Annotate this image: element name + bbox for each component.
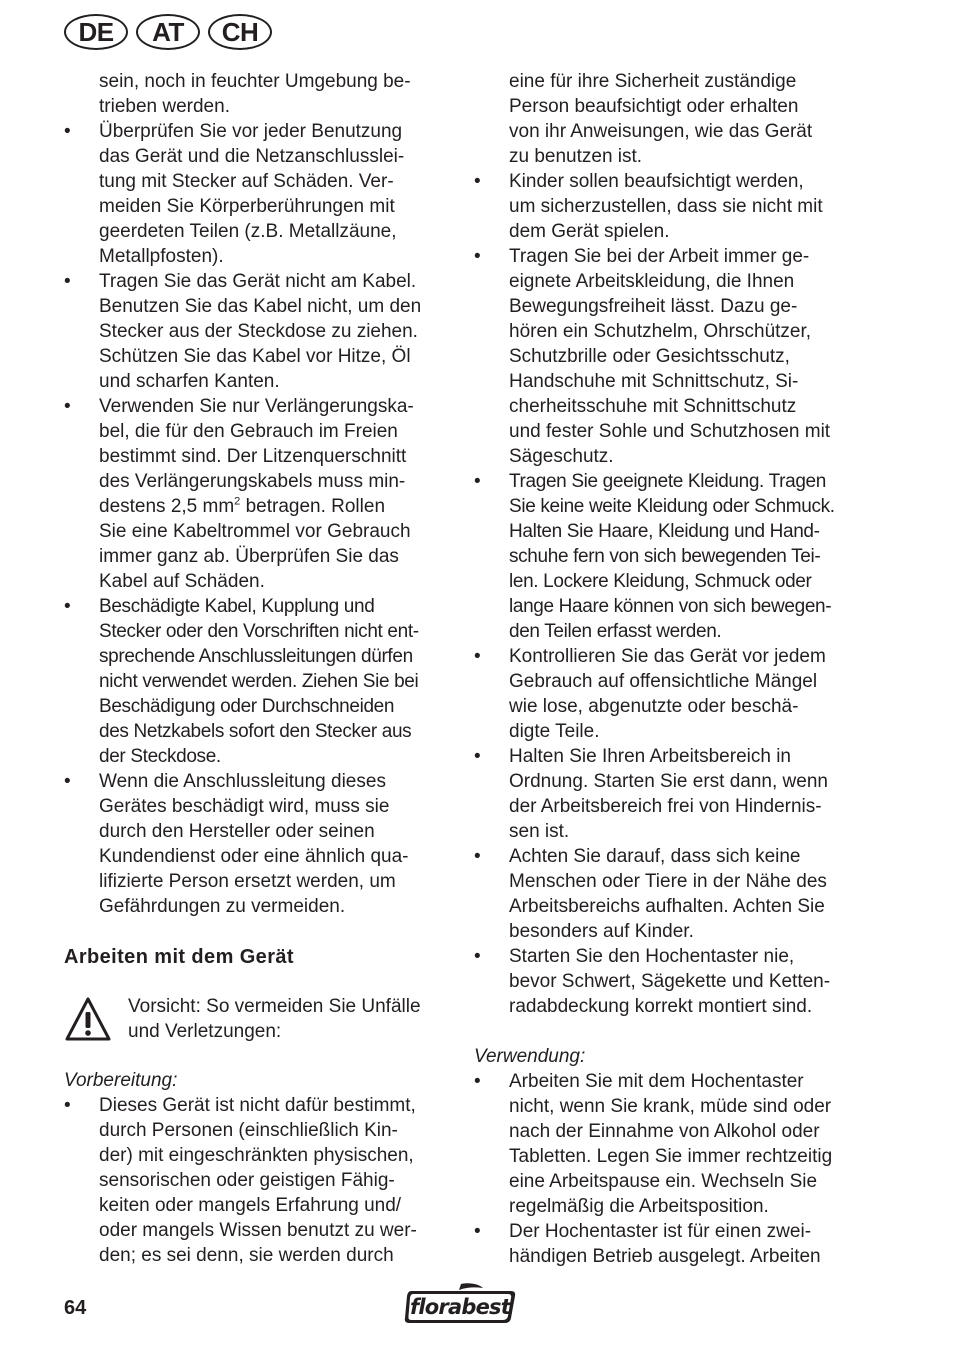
bullet-item <box>474 644 870 744</box>
text-line: sensorischen oder geistigen Fähig- <box>99 1170 395 1191</box>
text-line: nach der Einnahme von Alkohol oder <box>509 1121 820 1142</box>
text-line: durch Personen (einschließlich Kin- <box>99 1120 398 1141</box>
text-line: nicht verwendet werden. Ziehen Sie bei <box>99 671 419 692</box>
text-line: • Tragen Sie bei der Arbeit immer ge- <box>509 246 810 267</box>
text-line: Gebrauch auf offensichtliche Mängel <box>509 671 818 692</box>
subheading-preparation: Vorbereitung: <box>64 1070 178 1091</box>
text-line: Sie eine Kabeltrommel vor Gebrauch <box>99 521 411 542</box>
text-line: von ihr Anweisungen, wie das Gerät <box>509 121 813 142</box>
text-line: lange Haare können von sich bewegen- <box>509 596 832 617</box>
text-line: um sicherzustellen, dass sie nicht mit <box>509 196 823 217</box>
text-line: • Halten Sie Ihren Arbeitsbereich in <box>509 746 791 767</box>
language-badge-de: DE <box>64 14 128 50</box>
text-line: Kabel auf Schäden. <box>99 571 265 592</box>
continued-paragraph <box>474 69 870 169</box>
text-line: Sie keine weite Kleidung oder Schmuck. <box>509 496 835 517</box>
text-line: den; es sei denn, sie werden durch <box>99 1245 394 1266</box>
text-line: des Verlängerungskabels muss min- <box>99 471 406 492</box>
text-line: Person beaufsichtigt oder erhalten <box>509 96 799 117</box>
text-line: • Kontrollieren Sie das Gerät vor jedem <box>509 646 826 667</box>
text-line: wie lose, abgenutzte oder beschä- <box>509 696 799 717</box>
text-line: eignete Arbeitskleidung, die Ihnen <box>509 271 795 292</box>
text-line: Benutzen Sie das Kabel nicht, um den <box>99 296 422 317</box>
text-line: Metallpfosten). <box>99 246 224 267</box>
text-line: oder mangels Wissen benutzt zu wer- <box>99 1220 417 1241</box>
text-line: eine für ihre Sicherheit zuständige <box>509 71 797 92</box>
text-line: • Verwenden Sie nur Verlängerungska- <box>99 396 414 417</box>
text-line: nicht, wenn Sie krank, müde sind oder <box>509 1096 832 1117</box>
text-line: bevor Schwert, Sägekette und Ketten- <box>509 971 831 992</box>
bullet-item-extension-cable <box>64 394 456 594</box>
text-line: durch den Hersteller oder seinen <box>99 821 375 842</box>
text-line: lifizierte Person ersetzt werden, um <box>99 871 396 892</box>
text-line: Halten Sie Haare, Kleidung und Hand- <box>509 521 820 542</box>
text-line: • Tragen Sie geeignete Kleidung. Tragen <box>509 471 826 492</box>
logo-text: florabest <box>410 1295 510 1319</box>
bullet-item <box>474 844 870 944</box>
text-line: Gefährdungen zu vermeiden. <box>99 896 346 917</box>
language-badge-at: AT <box>136 14 200 50</box>
text-line: • Achten Sie darauf, dass sich keine <box>509 846 801 867</box>
text-line: • Arbeiten Sie mit dem Hochentaster <box>509 1071 804 1092</box>
continued-paragraph <box>64 69 456 119</box>
text-line: sen ist. <box>509 821 570 842</box>
text-line: besonders auf Kinder. <box>509 921 694 942</box>
text-line: hören ein Schutzhelm, Ohrschützer, <box>509 321 812 342</box>
text-line: eine Arbeitspause ein. Wechseln Sie <box>509 1171 818 1192</box>
text-line: schuhe fern von sich bewegenden Tei- <box>509 546 821 567</box>
text-line: • Überprüfen Sie vor jeder Benutzung <box>99 121 403 142</box>
text-line: Beschädigung oder Durchschneiden <box>99 696 395 717</box>
text-line: • Kinder sollen beaufsichtigt werden, <box>509 171 804 192</box>
section-heading: Arbeiten mit dem Gerät <box>64 946 294 968</box>
text-line: Kundendienst oder eine ähnlich qua- <box>99 846 409 867</box>
text-line: das Gerät und die Netzanschlusslei- <box>99 146 405 167</box>
text-line: der) mit eingeschränkten physischen, <box>99 1145 414 1166</box>
text-line: Sägeschutz. <box>509 446 614 467</box>
text-line: tung mit Stecker auf Schäden. Ver- <box>99 171 394 192</box>
text-line: • Beschädigte Kabel, Kupplung und <box>99 596 375 617</box>
bullet-item <box>64 769 456 919</box>
text-line: Schützen Sie das Kabel vor Hitze, Öl <box>99 346 411 367</box>
text-fragment: betragen. Rollen <box>240 496 386 517</box>
text-line: meiden Sie Körperberührungen mit <box>99 196 395 217</box>
text-line: und scharfen Kanten. <box>99 371 280 392</box>
bullet-item <box>474 1219 870 1269</box>
right-column <box>474 69 870 1269</box>
text-line-with-superscript <box>99 494 456 519</box>
text-line: digte Teile. <box>509 721 600 742</box>
text-line: dem Gerät spielen. <box>509 221 670 242</box>
text-line: Stecker oder den Vorschriften nicht ent- <box>99 621 419 642</box>
text-line: den Teilen erfasst werden. <box>509 621 722 642</box>
text-line: und Verletzungen: <box>128 1021 282 1042</box>
warning-note <box>64 994 456 1044</box>
text-line: Gerätes beschädigt wird, muss sie <box>99 796 390 817</box>
text-line: Bewegungsfreiheit lässt. Dazu ge- <box>509 296 798 317</box>
bullet-item <box>64 594 456 769</box>
text-line: • Tragen Sie das Gerät nicht am Kabel. <box>99 271 417 292</box>
text-line: • Wenn die Anschlussleitung dieses <box>99 771 386 792</box>
bullet-item <box>474 244 870 469</box>
page-number: 64 <box>64 1297 87 1319</box>
superscript: 2 <box>234 495 241 508</box>
text-line: Schutzbrille oder Gesichtsschutz, <box>509 346 790 367</box>
text-line: regelmäßig die Arbeitsposition. <box>509 1196 769 1217</box>
text-line: der Arbeitsbereich frei von Hindernis- <box>509 796 822 817</box>
text-line: • Dieses Gerät ist nicht dafür bestimmt, <box>99 1095 416 1116</box>
bullet-item <box>64 269 456 394</box>
text-line: immer ganz ab. Überprüfen Sie das <box>99 546 399 567</box>
text-fragment: destens 2,5 mm <box>99 496 235 517</box>
bullet-item <box>474 1069 870 1219</box>
text-line: geerdeten Teilen (z.B. Metallzäune, <box>99 221 397 242</box>
text-line: • Starten Sie den Hochentaster nie, <box>509 946 795 967</box>
text-line: der Steckdose. <box>99 746 221 767</box>
text-line: bestimmt sind. Der Litzenquerschnitt <box>99 446 407 467</box>
language-badge-ch: CH <box>208 14 272 50</box>
text-line: Handschuhe mit Schnittschutz, Si- <box>509 371 799 392</box>
bullet-item <box>474 469 870 644</box>
subheading-usage: Verwendung: <box>474 1046 586 1067</box>
text-line: Tabletten. Legen Sie immer rechtzeitig <box>509 1146 833 1167</box>
warning-text <box>128 994 421 1044</box>
text-line: sein, noch in feuchter Umgebung be- <box>99 71 411 92</box>
text-line: Vorsicht: So vermeiden Sie Unfälle <box>128 996 421 1017</box>
text-line: bel, die für den Gebrauch im Freien <box>99 421 398 442</box>
text-line: händigen Betrieb ausgelegt. Arbeiten <box>509 1246 821 1267</box>
text-line: keiten oder mangels Erfahrung und/ <box>99 1195 402 1216</box>
text-line: Stecker aus der Steckdose zu ziehen. <box>99 321 418 342</box>
language-badges <box>64 14 280 50</box>
left-column <box>64 69 456 1268</box>
text-line: sprechende Anschlussleitungen dürfen <box>99 646 413 667</box>
text-line: • Der Hochentaster ist für einen zwei- <box>509 1221 812 1242</box>
bullet-item <box>474 744 870 844</box>
text-line: Arbeitsbereichs aufhalten. Achten Sie <box>509 896 825 917</box>
florabest-logo <box>403 1282 517 1328</box>
text-line: Menschen oder Tiere in der Nähe des <box>509 871 827 892</box>
text-line: des Netzkabels sofort den Stecker aus <box>99 721 412 742</box>
text-line: len. Lockere Kleidung, Schmuck oder <box>509 571 812 592</box>
bullet-item <box>474 944 870 1019</box>
text-line: zu benutzen ist. <box>509 146 643 167</box>
bullet-item <box>64 119 456 269</box>
text-line: Ordnung. Starten Sie erst dann, wenn <box>509 771 828 792</box>
bullet-item <box>64 1093 456 1268</box>
text-line: und fester Sohle und Schutzhosen mit <box>509 421 831 442</box>
text-line: radabdeckung korrekt montiert sind. <box>509 996 813 1017</box>
warning-triangle-icon <box>64 996 112 1042</box>
text-line: trieben werden. <box>99 96 230 117</box>
bullet-item <box>474 169 870 244</box>
text-line: cherheitsschuhe mit Schnittschutz <box>509 396 797 417</box>
